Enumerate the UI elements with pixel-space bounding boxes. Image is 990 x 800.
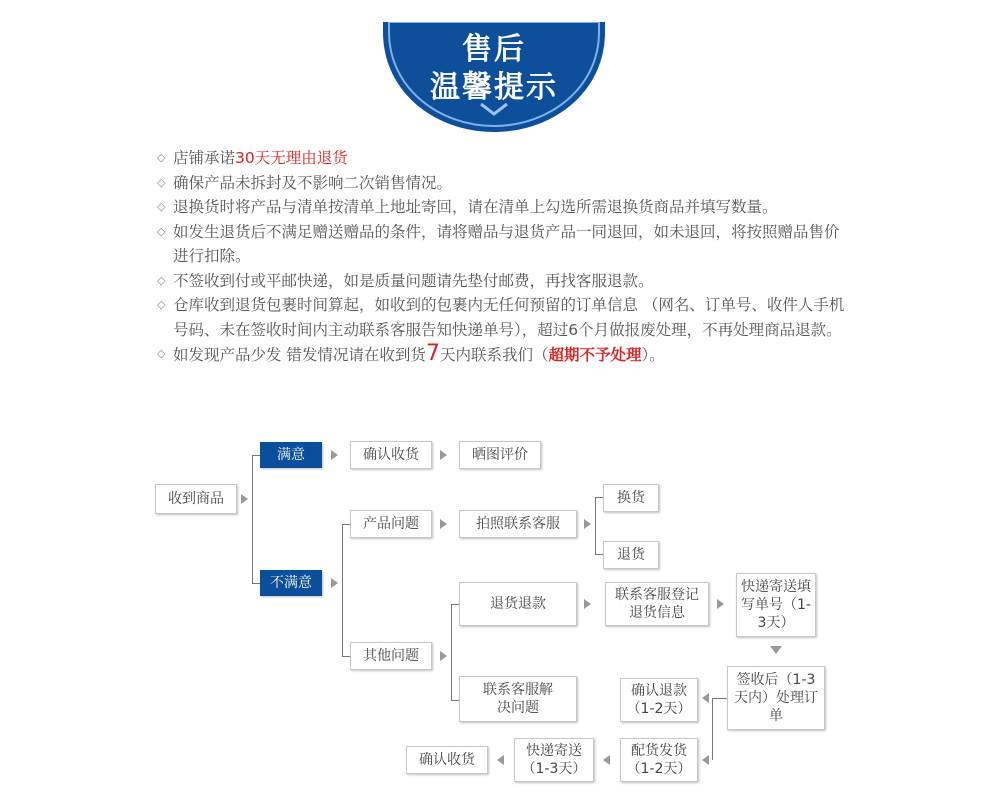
flow-contact-cs: 联系客服解决问题 xyxy=(459,676,577,722)
list-item: ◇ 不签收到付或平邮快递，如是质量问题请先垫付邮费，再找客服退款。 xyxy=(155,269,855,294)
header-title-line2: 温馨提示 xyxy=(430,70,558,105)
connector xyxy=(451,604,452,700)
flow-other-issue: 其他问题 xyxy=(350,642,432,670)
list-item: ◇ 如发现产品少发 错发情况请在收到货7天内联系我们（超期不予处理）。 xyxy=(157,341,665,366)
connector xyxy=(342,524,350,525)
connector xyxy=(451,604,459,605)
flow-satisfied: 满意 xyxy=(260,442,322,468)
flow-review: 晒图评价 xyxy=(459,441,541,469)
bullet-icon: ◇ xyxy=(157,151,166,164)
flow-confirm-refund: 确认退款（1-2天） xyxy=(620,678,698,722)
connector xyxy=(595,497,596,554)
bullet-icon: ◇ xyxy=(157,175,166,189)
connector xyxy=(712,698,713,760)
connector xyxy=(252,455,253,583)
flow-express2: 快递寄送（1-3天） xyxy=(514,738,594,782)
list-item: ◇ 仓库收到退货包裹时间算起，如收到的包裹内无任何预留的订单信息 （网名、订单号、收件人手机号码、未在签收时间内主动联系客服告知快递单号），超过6个月做报废处理，不再处理商品退款。 xyxy=(155,293,853,342)
connector xyxy=(451,700,459,701)
connector xyxy=(252,583,260,584)
bullet-icon: ◇ xyxy=(157,224,166,238)
notes-list xyxy=(155,146,855,368)
arrow-left-icon xyxy=(702,693,709,703)
connector xyxy=(712,698,727,699)
flow-receive: 收到商品 xyxy=(155,484,237,514)
list-item: ◇ 确保产品未拆封及不影响二次销售情况。 xyxy=(155,171,855,196)
arrow-left-icon xyxy=(497,755,504,765)
arrow-right-icon xyxy=(584,599,591,609)
list-item: ◇ 如发生退货后不满足赠送赠品的条件，请将赠品与退货产品一同退回，如未退回，将按照赠品售价进行扣除。 xyxy=(155,220,853,269)
arrow-right-icon xyxy=(584,519,591,529)
arrow-right-icon xyxy=(440,519,447,529)
flow-refund: 退货退款 xyxy=(459,582,577,626)
flow-cs-register: 联系客服登记退货信息 xyxy=(605,582,709,626)
connector xyxy=(252,455,260,456)
flow-unsatisfied: 不满意 xyxy=(260,570,322,596)
bullet-icon: ◇ xyxy=(157,347,166,360)
arrow-right-icon xyxy=(717,599,724,609)
arrow-left-icon xyxy=(702,755,709,765)
connector xyxy=(342,656,350,657)
flow-delivery: 配货发货（1-2天） xyxy=(620,738,698,782)
arrow-right-icon xyxy=(331,450,338,460)
header-title-line1: 售后 xyxy=(462,32,526,67)
connector xyxy=(595,497,603,498)
flow-express1: 快递寄送填写单号（1-3天） xyxy=(736,573,816,637)
connector xyxy=(595,554,603,555)
arrow-right-icon xyxy=(440,651,447,661)
arrow-down-icon xyxy=(770,646,782,654)
flow-sign: 签收后（1-3天内）处理订单 xyxy=(727,666,825,730)
arrow-right-icon xyxy=(440,450,447,460)
flow-confirm1: 确认收货 xyxy=(350,441,432,469)
header-badge xyxy=(383,22,605,132)
flow-return: 退货 xyxy=(603,541,659,569)
bullet-icon: ◇ xyxy=(157,273,166,287)
flow-exchange: 换货 xyxy=(603,484,659,512)
connector xyxy=(342,524,343,656)
flow-confirm2: 确认收货 xyxy=(406,746,488,774)
bullet-icon: ◇ xyxy=(157,200,166,213)
flow-photo-cs: 拍照联系客服 xyxy=(459,510,577,538)
list-item: ◇ 店铺承诺30天无理由退货 xyxy=(155,146,855,171)
bullet-icon: ◇ xyxy=(157,298,166,311)
arrow-right-icon xyxy=(241,494,248,504)
list-item: ◇ 退换货时将产品与清单按清单上地址寄回，请在清单上勾选所需退换货商品并填写数量。 xyxy=(155,195,833,220)
flow-product-issue: 产品问题 xyxy=(350,510,432,538)
arrow-left-icon xyxy=(603,755,610,765)
arrow-right-icon xyxy=(331,578,338,588)
